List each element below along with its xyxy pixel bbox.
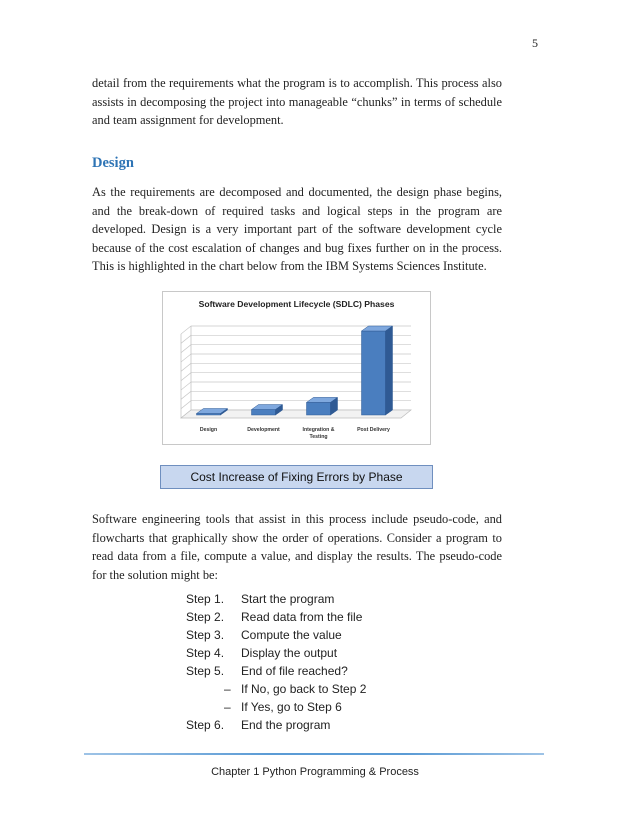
step-text: Start the program <box>241 592 335 606</box>
step-number: Step 5. <box>186 664 225 678</box>
chart-gridline <box>181 326 191 334</box>
step-number: Step 1. <box>186 592 225 606</box>
chart-gridline <box>181 335 191 343</box>
chart-gridline <box>181 345 191 353</box>
step-text: Compute the value <box>241 628 342 642</box>
substep-dash: – <box>224 700 231 714</box>
step-number: Step 6. <box>186 718 225 732</box>
substep-text: If Yes, go to Step 6 <box>241 700 342 714</box>
step-text: Read data from the file <box>241 610 363 624</box>
chart-title: Software Development Lifecycle (SDLC) Phases <box>198 299 395 309</box>
chart-gridline <box>181 391 191 399</box>
footer-divider <box>84 753 544 755</box>
chart-bar <box>307 402 331 415</box>
chart-gridline <box>181 373 191 381</box>
step-text: End the program <box>241 718 331 732</box>
page-footer: Chapter 1 Python Programming & Process <box>211 766 419 778</box>
chart-bar-side <box>386 326 393 415</box>
chart-category-label: Post Delivery <box>357 427 390 433</box>
substep-text: If No, go back to Step 2 <box>241 682 367 696</box>
section-heading-design: Design <box>92 155 134 171</box>
chart-svg <box>163 292 430 444</box>
chart-category-label: Development <box>247 427 280 433</box>
step-number: Step 3. <box>186 628 225 642</box>
paragraph-intro: detail from the requirements what the program is to accomplish. This process also assists in decomposing the project into manageable “chunks” in terms of schedule and team assignment for development. <box>92 76 502 128</box>
sdlc-chart <box>162 291 431 445</box>
step-text: Display the output <box>241 646 338 660</box>
chart-caption: Cost Increase of Fixing Errors by Phase <box>160 465 433 489</box>
step-number: Step 4. <box>186 646 225 660</box>
page-number: 5 <box>532 36 538 50</box>
chart-gridline <box>181 363 191 371</box>
paragraph-tools: Software engineering tools that assist in this process include pseudo-code, and flowcharts that graphically show the order of operations. Consider a program to read data from a file, compute a value, and display the results. The pseudo-code for the solution might be: <box>92 512 502 582</box>
chart-category-label: Testing <box>309 434 328 440</box>
step-number: Step 2. <box>186 610 225 624</box>
chart-gridline <box>181 354 191 362</box>
step-text: End of file reached? <box>241 664 348 678</box>
chart-gridline <box>181 401 191 409</box>
chart-bar <box>362 331 386 415</box>
substep-dash: – <box>224 682 231 696</box>
chart-category-label: Design <box>199 427 218 433</box>
chart-gridline <box>181 382 191 390</box>
paragraph-design: As the requirements are decomposed and documented, the design phase begins, and the break-down of required tasks and logical steps in the program are developed. Design is a very important part of the software development cycle because of the cost escalation of changes and bug fixes further on in the process. This is highlighted in the chart below from the IBM Systems Sciences Institute. <box>92 185 502 274</box>
chart-category-label: Integration & <box>302 427 335 433</box>
chart-bar <box>252 410 276 415</box>
